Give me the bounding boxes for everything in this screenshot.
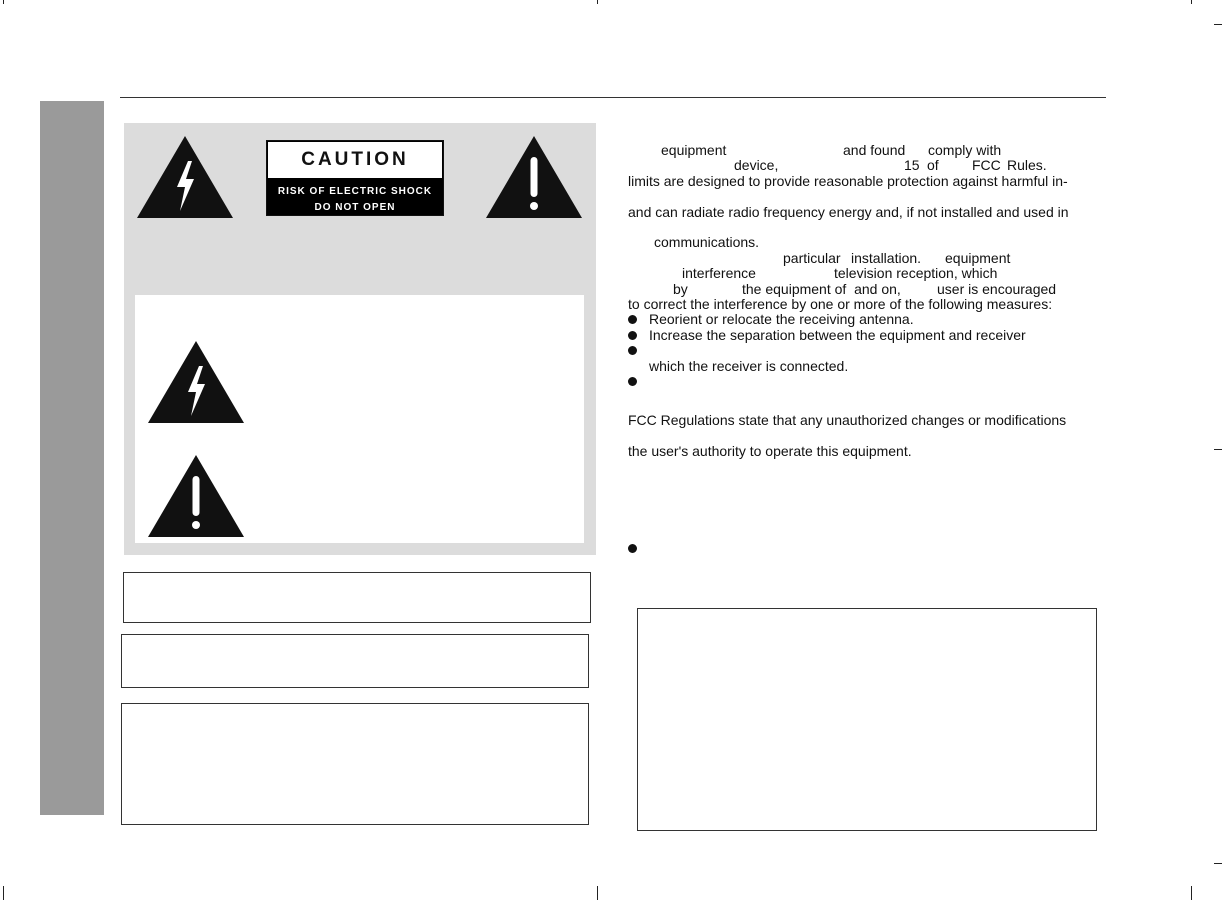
crop-mark-top-center	[597, 0, 598, 4]
header-rule	[120, 97, 1106, 98]
fcc-word: user is encouraged	[937, 281, 1057, 297]
fcc-word: 15	[904, 157, 920, 173]
bullet-icon	[628, 377, 637, 386]
notice-box-3	[121, 703, 589, 825]
bullet-icon	[628, 346, 637, 355]
fcc-word: device,	[734, 157, 779, 173]
fcc-word: Rules.	[1007, 157, 1047, 173]
crop-mark-bottom-right	[1191, 886, 1192, 900]
fcc-word: FCC	[972, 157, 1001, 173]
notice-box-2	[121, 634, 589, 688]
electric-shock-warning-icon	[136, 135, 234, 219]
notice-box-right	[637, 608, 1097, 831]
crop-mark-right-mid	[1214, 449, 1222, 450]
fcc-word: particular	[783, 250, 841, 266]
fcc-word: by	[673, 281, 688, 297]
caution-line-1: RISK OF ELECTRIC SHOCK	[277, 186, 433, 197]
fcc-word: equipment	[661, 142, 727, 158]
crop-mark-top-left	[3, 0, 4, 4]
crop-mark-right-bottom	[1214, 863, 1222, 864]
measure-item-continued: which the receiver is connected.	[649, 358, 849, 374]
fcc-word: equipment	[945, 250, 1011, 266]
caution-line-2: DO NOT OPEN	[314, 202, 396, 213]
fcc-word: the equipment of and on,	[742, 281, 901, 297]
fcc-word: installation.	[851, 250, 922, 266]
measure-item: Reorient or relocate the receiving antenna.	[649, 311, 914, 327]
fcc-word: television reception, which	[834, 265, 998, 281]
measure-item: Increase the separation between the equipment and receiver	[649, 327, 1026, 343]
side-tab	[40, 101, 104, 815]
caution-title: CAUTION	[268, 142, 442, 178]
bullet-icon	[628, 544, 637, 553]
fcc-text-line: limits are designed to provide reasonable protection against harmful in-	[628, 173, 1068, 189]
fcc-word: and found	[843, 142, 906, 158]
fcc-text-line: communications.	[654, 234, 760, 250]
crop-mark-bottom-left	[3, 886, 4, 900]
crop-mark-bottom-center	[597, 886, 598, 900]
notice-box-1	[123, 572, 591, 623]
fcc-regulations-line: FCC Regulations state that any unauthorized changes or modifications	[628, 412, 1067, 428]
bullet-icon	[628, 331, 637, 340]
fcc-word: comply with	[928, 142, 1002, 158]
fcc-text-line: and can radiate radio frequency energy and, if not installed and used in	[628, 204, 1069, 220]
caution-label	[266, 140, 444, 216]
fcc-text-line: to correct the interference by one or more of the following measures:	[628, 296, 1053, 312]
crop-mark-right-top	[1214, 24, 1222, 25]
bullet-icon	[628, 315, 637, 324]
exclamation-symbol-icon	[147, 454, 245, 538]
fcc-word: interference	[682, 265, 756, 281]
exclamation-warning-icon	[485, 135, 583, 219]
crop-mark-top-right	[1191, 0, 1192, 4]
fcc-word: of	[927, 157, 939, 173]
electric-shock-symbol-icon	[147, 340, 245, 424]
fcc-regulations-line: the user's authority to operate this equipment.	[628, 443, 912, 459]
